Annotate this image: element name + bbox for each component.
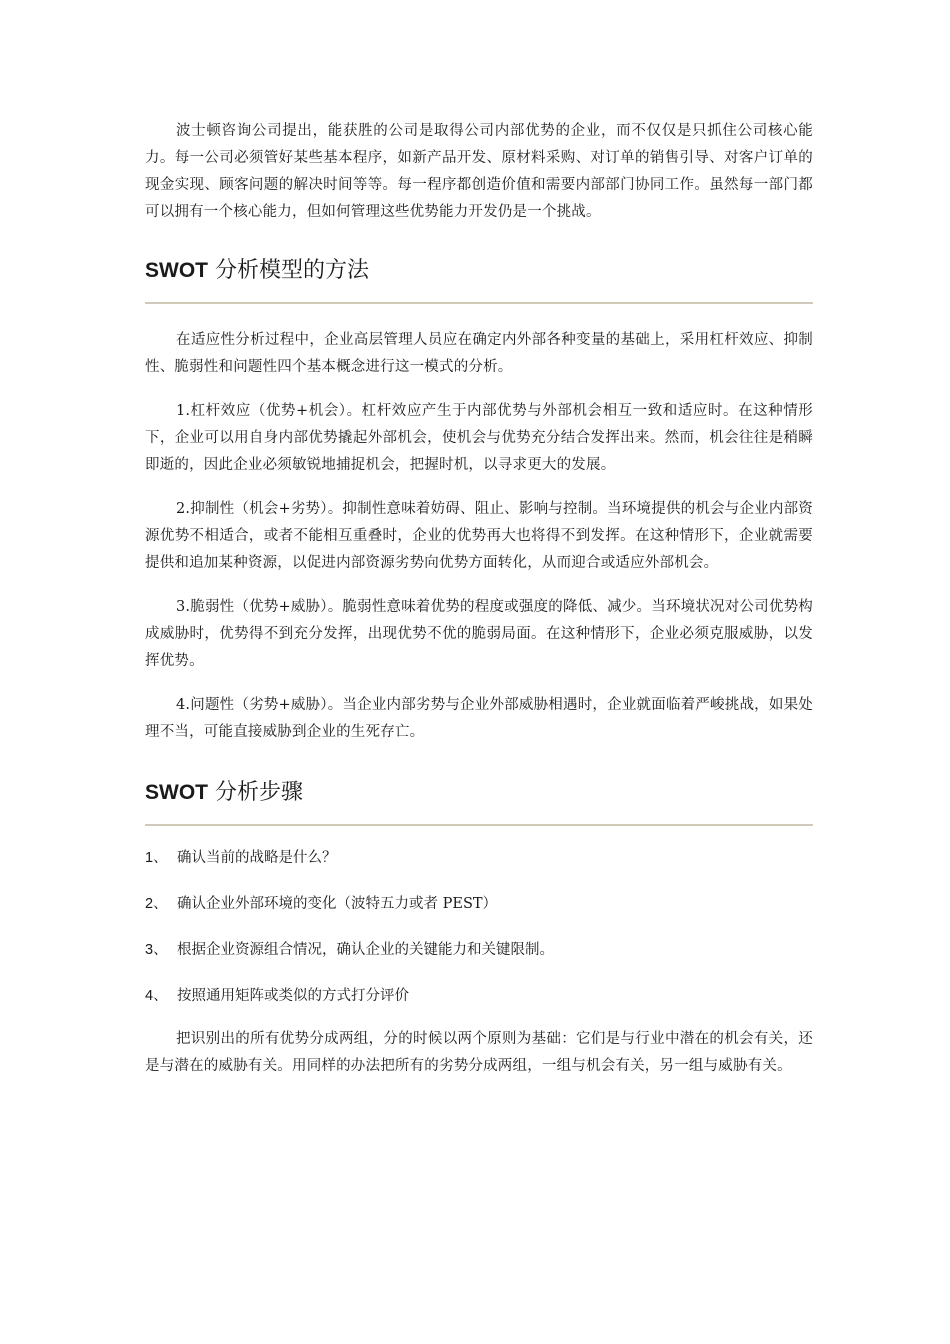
method-paragraph-inhibition: 2.抑制性（机会+劣势）。抑制性意味着妨碍、阻止、影响与控制。当环境提供的机会与企业内部资源优势不相适合，或者不能相互重叠时，企业的优势再大也将得不到发挥。在这种情形下，企业就需要提供和追加某种资源，以促进内部资源劣势向优势方面转化，从而迎合或适应外部机会。 [145, 501, 813, 571]
step-text: 确认当前的战略是什么？ [177, 850, 337, 866]
method-paragraph-leverage: 1.杠杆效应（优势+机会）。杠杆效应产生于内部优势与外部机会相互一致和适应时。在这种情形下，企业可以用自身内部优势撬起外部机会，使机会与优势充分结合发挥出来。然而，机会往往是稍瞬即逝的，因此企业必须敏锐地捕捉机会，把握时机，以寻求更大的发展。 [145, 403, 813, 473]
step-number: 2、 [145, 896, 168, 912]
section-title-swot-steps [145, 778, 813, 808]
section-title-latin: SWOT [145, 781, 208, 804]
step-number: 3、 [145, 942, 168, 958]
section-title-text: 分析模型的方法 [208, 258, 369, 283]
method-paragraph-intro: 在适应性分析过程中，企业高层管理人员应在确定内外部各种变量的基础上，采用杠杆效应、抑制性、脆弱性和问题性四个基本概念进行这一模式的分析。 [145, 332, 813, 375]
intro-paragraph: 波士顿咨询公司提出，能获胜的公司是取得公司内部优势的企业，而不仅仅是只抓住公司核心能力。每一公司必须管好某些基本程序，如新产品开发、原材料采购、对订单的销售引导、对客户订单的现金实现、顾客问题的解决时间等等。每一程序都创造价值和需要内部部门协同工作。虽然每一部门都可以拥有一个核心能力，但如何管理这些优势能力开发仍是一个挑战。 [145, 123, 813, 220]
document-page [145, 118, 813, 1080]
section-title-swot-method [145, 256, 813, 286]
step-number: 4、 [145, 988, 168, 1004]
section-divider [145, 302, 813, 304]
steps-closing-paragraph: 把识别出的所有优势分成两组，分的时候以两个原则为基础：它们是与行业中潜在的机会有关，还是与潜在的威胁有关。用同样的办法把所有的劣势分成两组，一组与机会有关，另一组与威胁有关。 [145, 1031, 813, 1074]
method-paragraph-vulnerability: 3.脆弱性（优势+威胁）。脆弱性意味着优势的程度或强度的降低、减少。当环境状况对公司优势构成威胁时，优势得不到充分发挥，出现优势不优的脆弱局面。在这种情形下，企业必须克服威胁，以发挥优势。 [145, 599, 813, 669]
section-divider [145, 824, 813, 826]
step-item [145, 892, 813, 916]
step-text: 按照通用矩阵或类似的方式打分评价 [177, 988, 409, 1004]
section-title-text: 分析步骤 [208, 780, 303, 805]
step-text: 根据企业资源组合情况，确认企业的关键能力和关键限制。 [177, 942, 554, 958]
step-number: 1、 [145, 850, 168, 866]
step-item [145, 984, 813, 1008]
section-title-latin: SWOT [145, 259, 208, 282]
step-item [145, 846, 813, 870]
step-text: 确认企业外部环境的变化（波特五力或者 PEST） [177, 896, 498, 912]
method-paragraph-problem: 4.问题性（劣势+威胁）。当企业内部劣势与企业外部威胁相遇时，企业就面临着严峻挑战，如果处理不当，可能直接威胁到企业的生死存亡。 [145, 697, 813, 740]
step-item [145, 938, 813, 962]
